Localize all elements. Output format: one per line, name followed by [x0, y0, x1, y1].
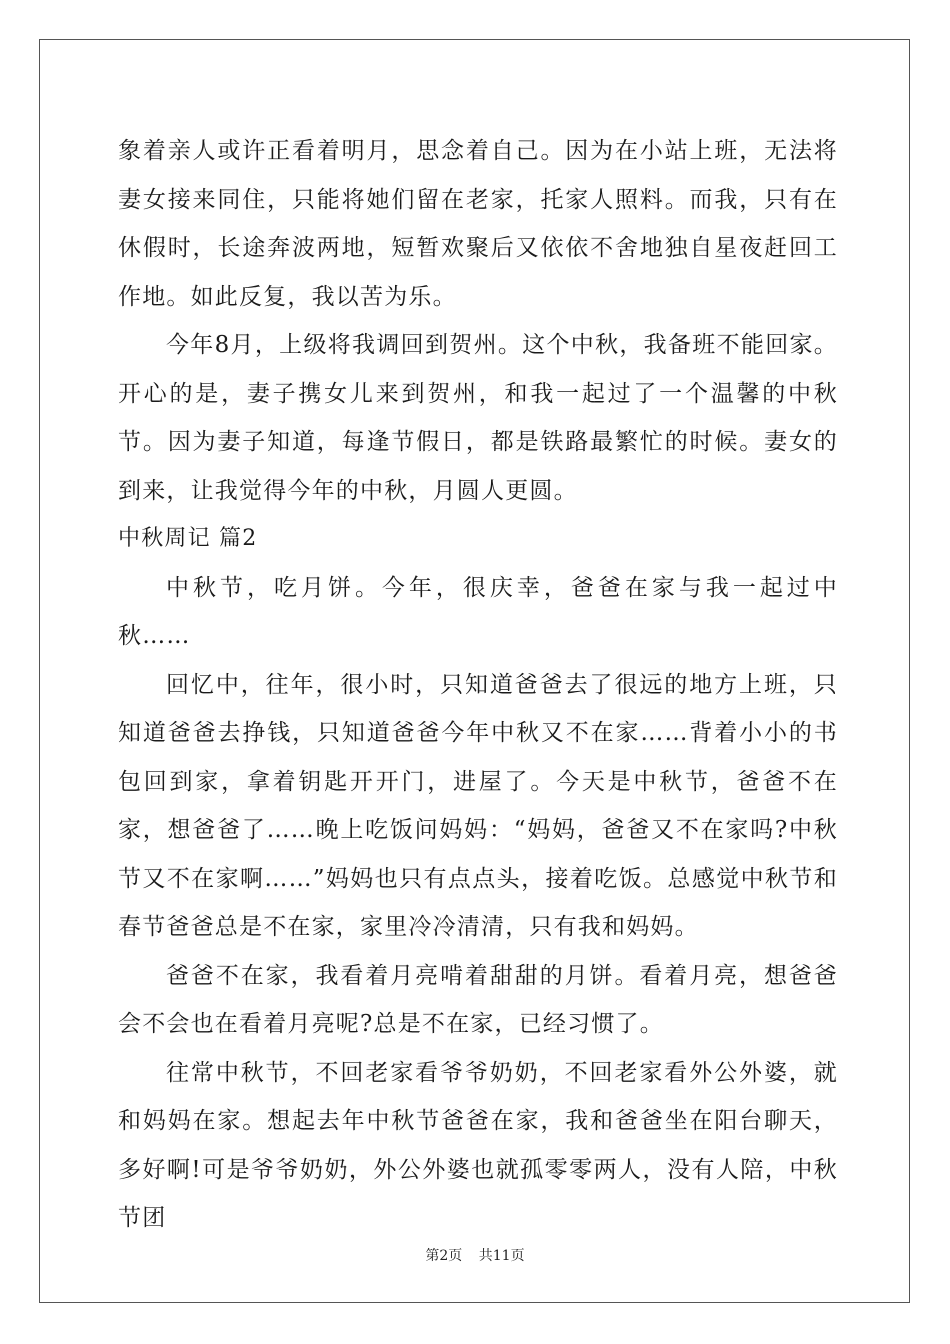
document-body: [118, 127, 838, 1243]
page-total: 共11页: [478, 1248, 525, 1264]
page-number: 第2页: [425, 1248, 463, 1264]
section-heading: 中秋周记 篇2: [118, 526, 258, 551]
paragraph: 爸爸不在家，我看着月亮啃着甜甜的月饼。看着月亮，想爸爸会不会也在看着月亮呢?总是不在家，已经习惯了。: [118, 962, 838, 1037]
paragraph: 回忆中，往年，很小时，只知道爸爸去了很远的地方上班，只知道爸爸去挣钱，只知道爸爸今年中秋又不在家……背着小小的书包回到家，拿着钥匙开开门，进屋了。今天是中秋节，爸爸不在家，想爸爸了……晚上吃饭问妈妈：“妈妈，爸爸又不在家吗?中秋节又不在家啊……”妈妈也只有点点头，接着吃饭。总感觉中秋节和春节爸爸总是不在家，家里冷冷清清，只有我和妈妈。: [118, 671, 838, 940]
paragraph-continuation: 象着亲人或许正看着明月，思念着自己。因为在小站上班，无法将妻女接来同住，只能将她们留在老家，托家人照料。而我，只有在休假时，长途奔波两地，短暂欢聚后又依依不舍地独自星夜赶回工作地。如此反复，我以苦为乐。: [118, 138, 838, 310]
paragraph: 中秋节，吃月饼。今年，很庆幸，爸爸在家与我一起过中秋……: [118, 574, 838, 649]
page-footer: [0, 1245, 950, 1265]
paragraph: 今年8月，上级将我调回到贺州。这个中秋，我备班不能回家。开心的是，妻子携女儿来到贺州，和我一起过了一个温馨的中秋节。因为妻子知道，每逢节假日，都是铁路最繁忙的时候。妻女的到来，让我觉得今年的中秋，月圆人更圆。: [118, 332, 838, 504]
paragraph: 往常中秋节，不回老家看爷爷奶奶，不回老家看外公外婆，就和妈妈在家。想起去年中秋节爸爸在家，我和爸爸坐在阳台聊天，多好啊!可是爷爷奶奶，外公外婆也就孤零零两人，没有人陪，中秋节团: [118, 1059, 838, 1231]
